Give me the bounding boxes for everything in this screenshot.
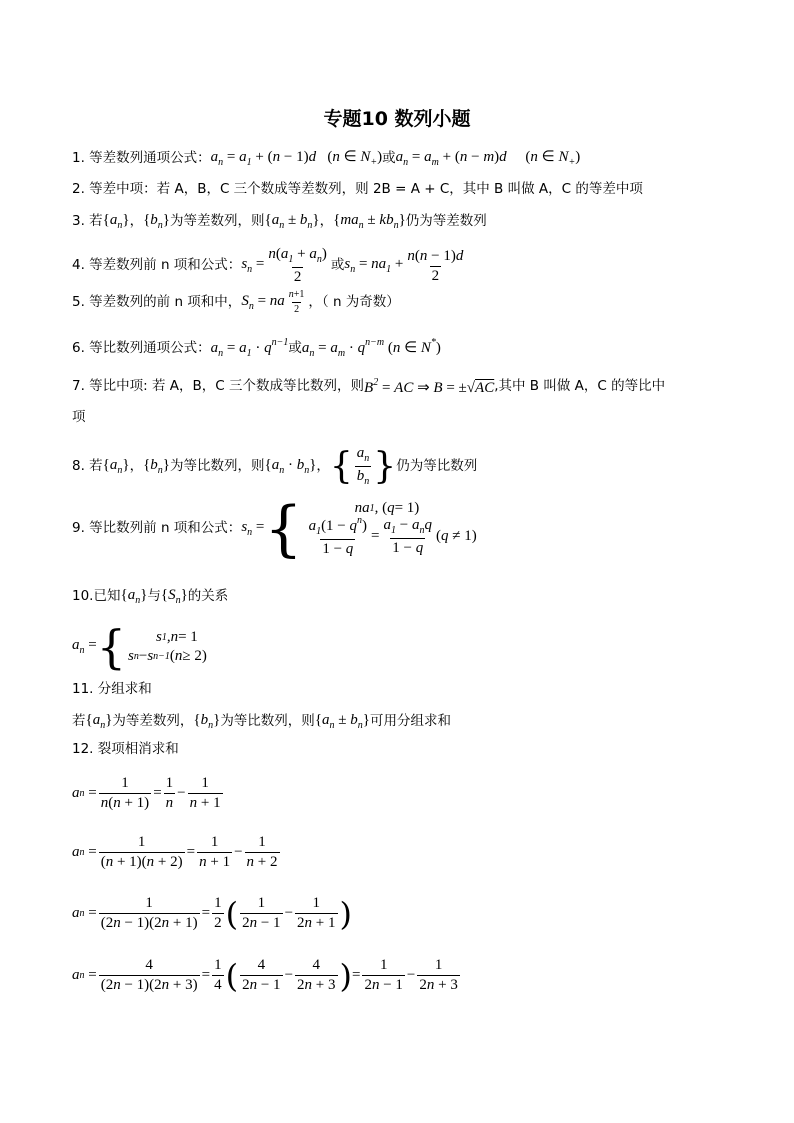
item-12-title [72, 743, 179, 757]
item-8-eq: 为等比数列，则 [169, 457, 265, 474]
seq-an-10: $\{a_n\}$ [120, 587, 148, 606]
formula-geo-sum-lhs: $s_n$ = [241, 519, 265, 538]
frac-arith-sum-2: $\frac{n(n - 1)d}{2}$ [407, 247, 464, 284]
item-8 [72, 446, 477, 487]
item-7-wrap-text: 项 [72, 409, 86, 425]
formula-arith-sum-2: $s_n = na_1$ + [344, 256, 404, 275]
frac-middle-index: $\frac{n+1}{2}$ [288, 289, 305, 315]
item-1-or: 或 [382, 150, 396, 167]
item-8-end: 仍为等比数列 [396, 457, 478, 474]
item-8-mid: ， [129, 457, 144, 474]
formula-geo-middle: $B^2$ = AC ⇒ B = ±√AC [364, 377, 495, 396]
formula-telescoping-3: a n = $\frac{1}{(2n - 1)(2n + 1)}$ = $\frac{1}{2}$ ( $\frac{1}{2n - 1}$ − $\frac{1}{2n + 1}$ ) [72, 894, 352, 933]
item-2 [72, 183, 643, 197]
item-7-wrap [72, 411, 86, 425]
item-9 [72, 494, 477, 564]
seq-an-times-bn: $\{a_n \cdot b_n\}$ [264, 456, 317, 476]
item-7 [72, 378, 665, 396]
item-10-text: 10.已知 [72, 588, 121, 605]
item-4 [72, 247, 467, 285]
item-8-pre: 8. 若 [72, 457, 103, 474]
item-11-title [72, 683, 152, 697]
formula-telescoping-2: a n = $\frac{1}{(n + 1)(n + 2)}$ = $\frac{1}{n + 1}$ − $\frac{1}{n + 2}$ [72, 834, 278, 870]
item-1 [72, 150, 580, 168]
formula-an-from-sn: $a_n$ = { s 1 , n = 1 s n − s n−1 ( n ≥ 2) [72, 620, 207, 674]
item-10-end: 的关系 [187, 588, 229, 605]
item-6-or: 或 [288, 339, 302, 356]
seq-an-11: $\{a_n\}$ [85, 712, 113, 731]
item-3-mid: ， [129, 213, 144, 230]
formula-geo-sum-cases: { na 1 , ( q = 1) $\frac{a_1(1 - q^n)}{1 - q}$ = $\frac{a_1 - a_nq}{1 - q}$ (q ≠ 1) [264, 494, 477, 564]
item-5 [72, 290, 400, 315]
item-11-title-text: 11. 分组求和 [72, 681, 152, 697]
seq-bn-geo: $\{b_n\}$ [143, 456, 170, 476]
item-4-or: 或 [330, 257, 345, 274]
seq-an-pm-bn: $\{a_n \pm b_n\}$ [264, 212, 320, 231]
item-11-end: 可用分组求和 [369, 713, 451, 730]
seq-sn-10: $\{S_n\}$ [160, 587, 188, 606]
item-5-note: ，（ n 为奇数） [308, 293, 400, 310]
seq-an-geo: $\{a_n\}$ [102, 456, 130, 476]
item-3 [72, 213, 487, 231]
page-title: 专题10 数列小题 [323, 108, 471, 130]
formula-arithmetic-general-m: $a_n = a_m + (n - m)d$ (n ∈ $N_+$) [395, 149, 581, 168]
formula-geo-general: $a_n = a_1 \cdot q^{n-1}$ [210, 337, 289, 359]
seq-an-pm-bn-11: $\{a_n \pm b_n\}$ [314, 712, 370, 731]
item-9-text: 9. 等比数列前 n 项和公式： [72, 520, 242, 537]
frac-arith-sum-1: $\frac{n(a_1 + a_n)}{2}$ [268, 246, 327, 285]
formula-arithmetic-general: $a_n = a_1 + (n - 1)d$ (n ∈ $N_+$) [210, 149, 383, 168]
seq-bn-11: $\{b_n\}$ [193, 712, 221, 731]
item-3-end: 仍为等差数列 [405, 213, 487, 230]
formula-middle-term-sum: $S_n$ = na [241, 292, 285, 312]
item-5-text: 5. 等差数列的前 n 项和中， [72, 293, 242, 310]
item-3-eq: 为等差数列，则 [169, 213, 265, 230]
item-10-and: 与 [147, 588, 161, 605]
seq-an: $\{a_n\}$ [102, 212, 130, 231]
item-6 [72, 338, 441, 359]
item-10 [72, 588, 228, 606]
item-12-title-text: 12. 裂项相消求和 [72, 741, 179, 757]
seq-an-over-bn: { $\frac{a_n}{b_n}$ } [329, 445, 397, 487]
item-8-comma: ， [316, 457, 330, 474]
item-11-body [72, 713, 451, 731]
seq-bn: $\{b_n\}$ [143, 212, 170, 231]
formula-arith-sum-1: $s_n$ = [241, 256, 265, 275]
formula-telescoping-1: a n = $\frac{1}{n(n + 1)}$ = $\frac{1}{n}$ − $\frac{1}{n + 1}$ [72, 775, 221, 811]
item-11-a: 为等差数列， [112, 713, 194, 730]
item-1-text: 1. 等差数列通项公式： [72, 150, 211, 167]
item-4-text: 4. 等差数列前 n 项和公式： [72, 257, 242, 274]
item-11-b: 为等比数列，则 [220, 713, 315, 730]
item-7-text: 7. 等比中项: 若 A，B，C 三个数成等比数列，则 [72, 378, 365, 395]
formula-geo-general-m: $a_n = a_m \cdot q^{n-m}$ (n ∈ N*) [301, 337, 441, 359]
item-3-pre: 3. 若 [72, 213, 103, 230]
seq-man-pm-kbn: $\{ma_n \pm kb_n\}$ [333, 212, 406, 231]
item-6-text: 6. 等比数列通项公式： [72, 339, 211, 356]
formula-telescoping-4: a n = $\frac{4}{(2n - 1)(2n + 3)}$ = $\frac{1}{4}$ ( $\frac{4}{2n - 1}$ − $\frac{4}{2n + 3}$ ) = $\frac{1}{2n - 1}$ − $\frac{1}{2n + 3}$ [72, 956, 458, 995]
item-11-pre: 若 [72, 713, 86, 730]
item-3-comma: ， [319, 213, 334, 230]
item-7-end: ,其中 B 叫做 A，C 的等比中 [494, 378, 666, 395]
item-2-text: 2. 等差中项：若 A，B，C 三个数成等差数列，则 2B = A + C，其中 B 叫做 A，C 的等差中项 [72, 181, 643, 197]
